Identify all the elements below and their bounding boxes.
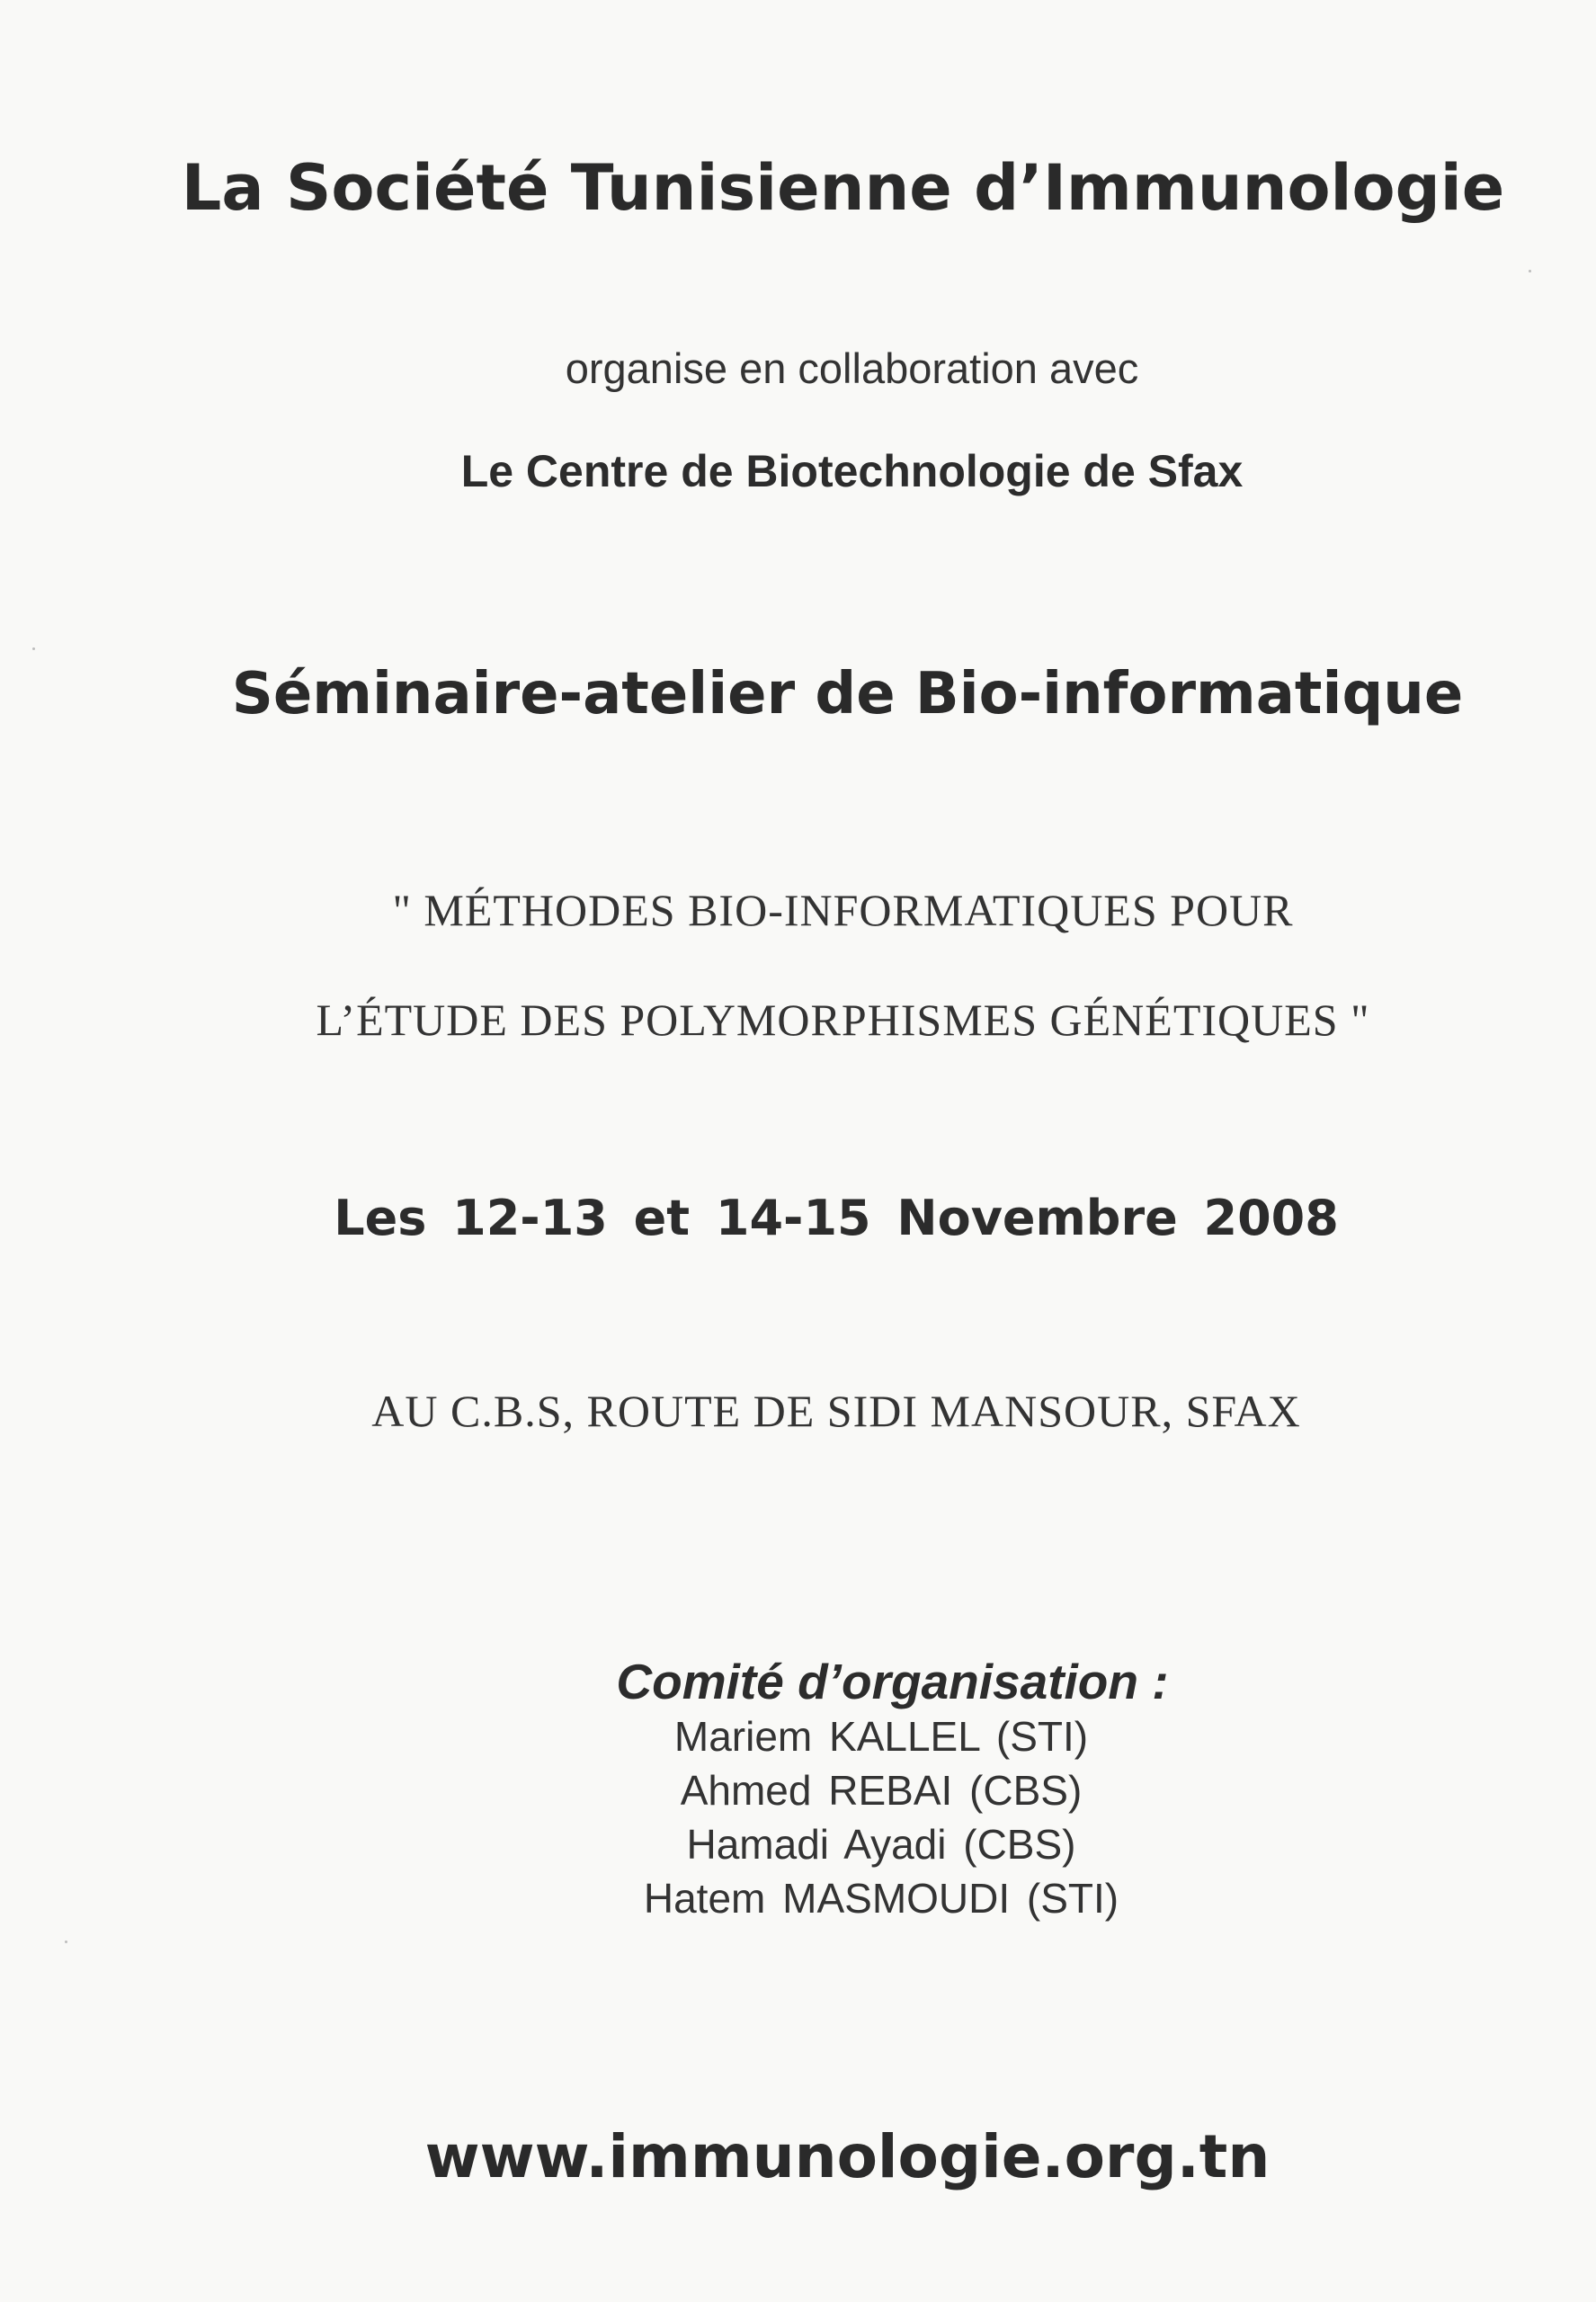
event-location: AU C.B.S, ROUTE DE SIDI MANSOUR, SFAX xyxy=(371,1386,1301,1436)
organization-title: La Société Tunisienne d’Immunologie xyxy=(181,151,1505,225)
committee-member: Hatem MASMOUDI (STI) xyxy=(643,1875,1119,1922)
committee-member: Mariem KALLEL (STI) xyxy=(673,1713,1089,1760)
theme-line-2: L’ÉTUDE DES POLYMORPHISMES GÉNÉTIQUES " xyxy=(316,995,1370,1045)
scan-speck xyxy=(1529,270,1531,272)
scan-speck xyxy=(65,1941,67,1943)
event-title: Séminaire-atelier de Bio-informatique xyxy=(231,661,1464,727)
event-dates: Les 12-13 et 14-15 Novembre 2008 xyxy=(334,1190,1339,1246)
collaboration-intro: organise en collaboration avec xyxy=(565,344,1139,392)
theme-line-1: " MÉTHODES BIO-INFORMATIQUES POUR xyxy=(392,885,1294,935)
committee-member: Ahmed REBAI (CBS) xyxy=(680,1767,1083,1814)
website-url: www.immunologie.org.tn xyxy=(424,2122,1271,2191)
scan-speck xyxy=(32,647,35,650)
committee-member: Hamadi Ayadi (CBS) xyxy=(686,1821,1076,1868)
partner-name: Le Centre de Biotechnologie de Sfax xyxy=(460,446,1244,496)
committee-heading: Comité d’organisation : xyxy=(616,1654,1169,1709)
